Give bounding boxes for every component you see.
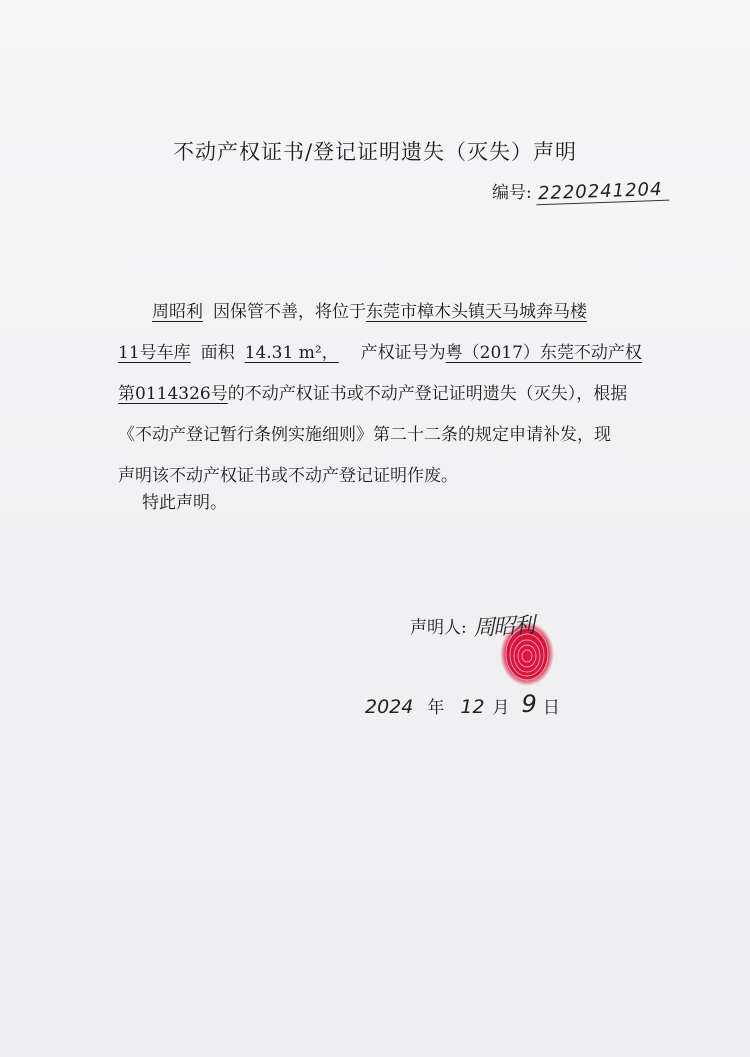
date-day: 9 xyxy=(521,690,537,718)
date-month-unit: 月 xyxy=(492,698,510,718)
cert-number-a: 粤（2017）东莞不动产权 xyxy=(445,343,642,363)
owner-name: 周昭利 xyxy=(152,302,203,322)
area-label: 面积 xyxy=(200,343,235,363)
date-month: 12 xyxy=(460,696,485,718)
body-line-4: 《不动产登记暂行条例实施细则》第二十二条的规定申请补发，现 xyxy=(118,425,611,445)
property-location-b: 11号车库 xyxy=(118,343,191,363)
body-line-5: 声明该不动产权证书或不动产登记证明作废。 xyxy=(118,466,458,486)
cert-label: 产权证号为 xyxy=(360,343,446,363)
serial-label: 编号: xyxy=(492,183,532,203)
declarant-signature: 周昭利 xyxy=(472,613,534,642)
declaration-date xyxy=(365,690,560,718)
date-day-unit: 日 xyxy=(542,698,560,718)
body-line-1 xyxy=(118,292,638,333)
declarant-line xyxy=(410,610,533,641)
document-title: 不动产权证书/登记证明遗失（灭失）声明 xyxy=(172,140,578,164)
area-value: 14.31 m²， xyxy=(244,343,339,363)
date-year-unit: 年 xyxy=(427,698,445,718)
body-text-2: 的不动产权证书或不动产登记证明遗失（灭失），根据 xyxy=(227,384,628,404)
property-location-a: 东莞市樟木头镇天马城奔马楼 xyxy=(366,302,587,322)
serial-number xyxy=(492,178,668,203)
body-text-1: 因保管不善，将位于 xyxy=(213,302,366,322)
cert-number-b: 第0114326号 xyxy=(118,384,228,404)
serial-value: 2220241204 xyxy=(535,179,668,206)
declaration-body xyxy=(118,292,642,497)
body-line-2 xyxy=(118,333,642,374)
declarant-label: 声明人: xyxy=(410,618,467,638)
body-line-3 xyxy=(118,374,638,415)
date-year: 2024 xyxy=(365,696,414,718)
closing-statement: 特此声明。 xyxy=(142,493,227,513)
